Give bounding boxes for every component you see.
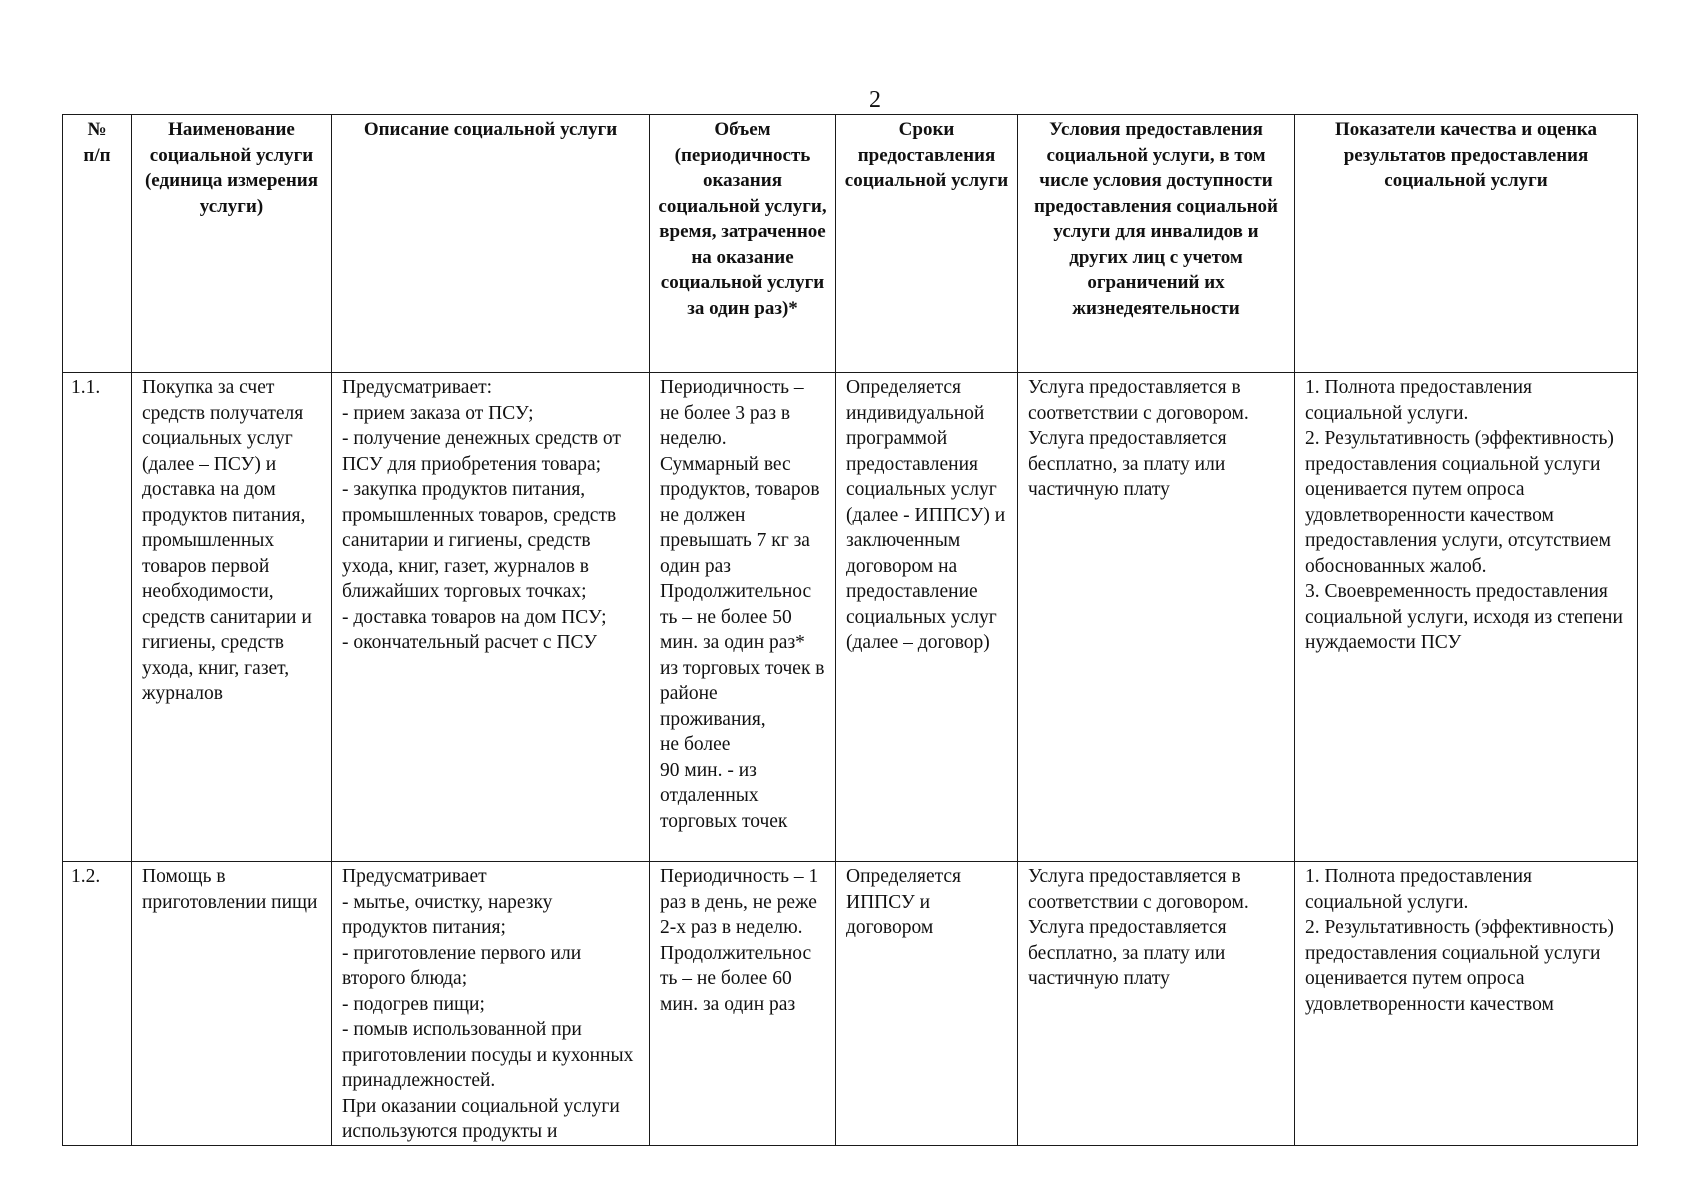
header-volume: Объем (периодичность оказания социальной услуги, время, затраченное на оказание социальной услуги за один раз)* [650,115,836,373]
service-quality: 1. Полнота предоставления социальной услуги. 2. Результативность (эффективность) предоставления социальной услуги оценивается путем опроса удовлетворенности качеством предоставления услуги, отсутствием обоснованных жалоб. 3. Своевременность предоставления социальной услуги, исходя из степени нуждаемости ПСУ [1295,373,1638,862]
row-number: 1.2. [63,862,132,1146]
header-description: Описание социальной услуги [332,115,650,373]
service-conditions: Услуга предоставляется в соответствии с договором. Услуга предоставляется бесплатно, за плату или частичную плату [1018,373,1295,862]
service-terms: Определяется ИППСУ и договором [836,862,1018,1146]
header-name: Наименование социальной услуги (единица измерения услуги) [132,115,332,373]
service-description: Предусматривает - мытье, очистку, нарезку продуктов питания; - приготовление первого или второго блюда; - подогрев пищи; - помыв использованной при приготовлении посуды и кухонных принадлежностей. При оказании социальной услуги используются продукты и [332,862,650,1146]
table-header-row [63,115,1638,373]
service-conditions: Услуга предоставляется в соответствии с договором. Услуга предоставляется бесплатно, за плату или частичную плату [1018,862,1295,1146]
row-number: 1.1. [63,373,132,862]
service-quality: 1. Полнота предоставления социальной услуги. 2. Результативность (эффективность) предоставления социальной услуги оценивается путем опроса удовлетворенности качеством [1295,862,1638,1146]
header-conditions: Условия предоставления социальной услуги, в том числе условия доступности предоставления социальной услуги для инвалидов и других лиц с учетом ограничений их жизнедеятельности [1018,115,1295,373]
service-name: Покупка за счет средств получателя социальных услуг (далее – ПСУ) и доставка на дом продуктов питания, промышленных товаров первой необходимости, средств санитарии и гигиены, средств ухода, книг, газет, журналов [132,373,332,862]
service-description: Предусматривает: - прием заказа от ПСУ; - получение денежных средств от ПСУ для приобретения товара; - закупка продуктов питания, промышленных товаров, средств санитарии и гигиены, средств ухода, книг, газет, журналов в ближайших торговых точках; - доставка товаров на дом ПСУ; - окончательный расчет с ПСУ [332,373,650,862]
header-num: № п/п [63,115,132,373]
service-name: Помощь в приготовлении пищи [132,862,332,1146]
table-row [63,373,1638,862]
services-table [62,114,1638,1146]
header-quality: Показатели качества и оценка результатов предоставления социальной услуги [1295,115,1638,373]
service-volume: Периодичность – не более 3 раз в неделю. Суммарный вес продуктов, товаров не должен превышать 7 кг за один раз Продолжительнос ть – не более 50 мин. за один раз* из торговых точек в районе проживания, не более 90 мин. - из отдаленных торговых точек [650,373,836,862]
service-terms: Определяется индивидуальной программой предоставления социальных услуг (далее - ИППСУ) и заключенным договором на предоставление социальных услуг (далее – договор) [836,373,1018,862]
table-row [63,862,1638,1146]
service-volume: Периодичность – 1 раз в день, не реже 2-х раз в неделю. Продолжительнос ть – не более 60 мин. за один раз [650,862,836,1146]
header-terms: Сроки предоставления социальной услуги [836,115,1018,373]
page-number: 2 [869,87,881,113]
